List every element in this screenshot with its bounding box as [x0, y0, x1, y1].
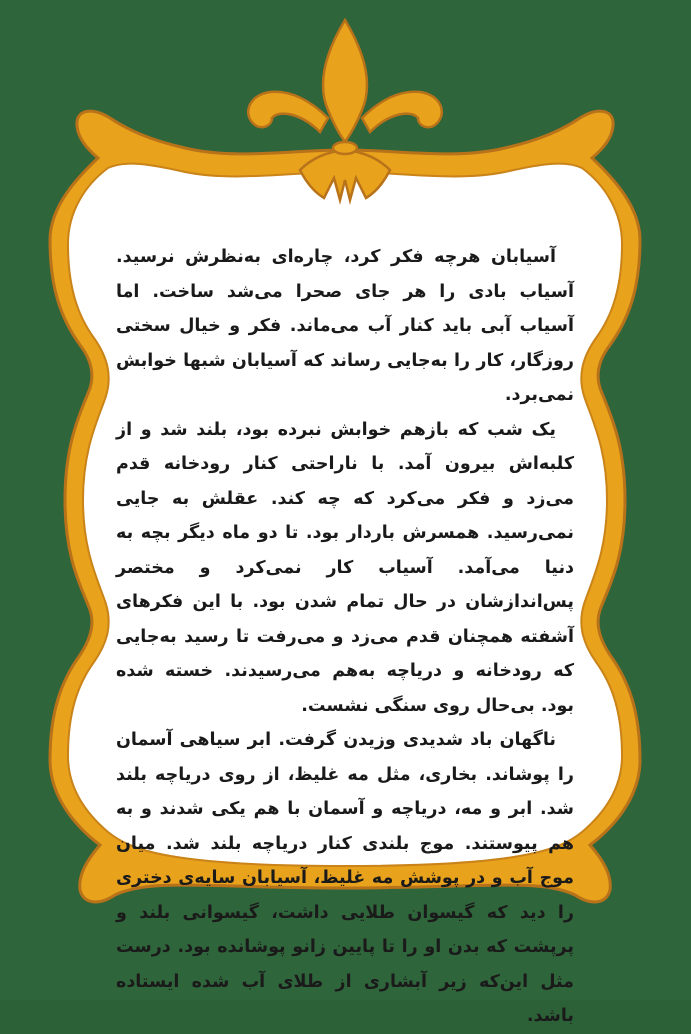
- story-paragraph-2: یک شب که بازهم خوابش نبرده بود، بلند شد و از کلبه‌اش بیرون آمد. با ناراحتی کنار رودخانه قدم می‌زد و فکر می‌کرد که چه کند. عقلش به جایی نمی‌رسید. همسرش باردار بود. تا دو ماه دیگر بچه به دنیا می‌آمد. آسیاب کار نمی‌کرد و مختصر پس‌اندازشان در حال تمام شدن بود. با این فکرهای آشفته همچنان قدم می‌زد و می‌رفت تا رسید به‌جایی که رودخانه و دریاچه به‌هم می‌رسیدند. خسته شده بود. بی‌حال روی سنگی نشست.: [116, 419, 574, 716]
- story-paragraph-3: ناگهان باد شدیدی وزیدن گرفت. ابر سیاهی آسمان را پوشاند. بخاری، مثل مه غلیظ، از روی دریاچه بلند شد. ابر و مه، دریاچه و آسمان با هم یکی شدند و به هم پیوستند. موج بلندی کنار دریاچه بلند شد. میان موج آب و در پوشش مه غلیظ، آسیابان سایه‌ی دختری را دید که گیسوان طلایی داشت، گیسوانی بلند و پرپشت که بدن او را تا پایین زانو پوشانده بود. درست مثل این‌که زیر آبشاری از طلای آب شده ایستاده باشد.: [116, 730, 574, 1026]
- story-paragraph-1: آسیابان هرچه فکر کرد، چاره‌ای به‌نظرش نرسید. آسیاب بادی را هر جای صحرا می‌شد ساخت. اما آسیاب آبی باید کنار آب می‌ماند. فکر و خیال سختی روزگار، کار را به‌جایی رساند که آسیابان شبها خوابش نمی‌برد.: [116, 247, 574, 405]
- story-text: [116, 240, 574, 1026]
